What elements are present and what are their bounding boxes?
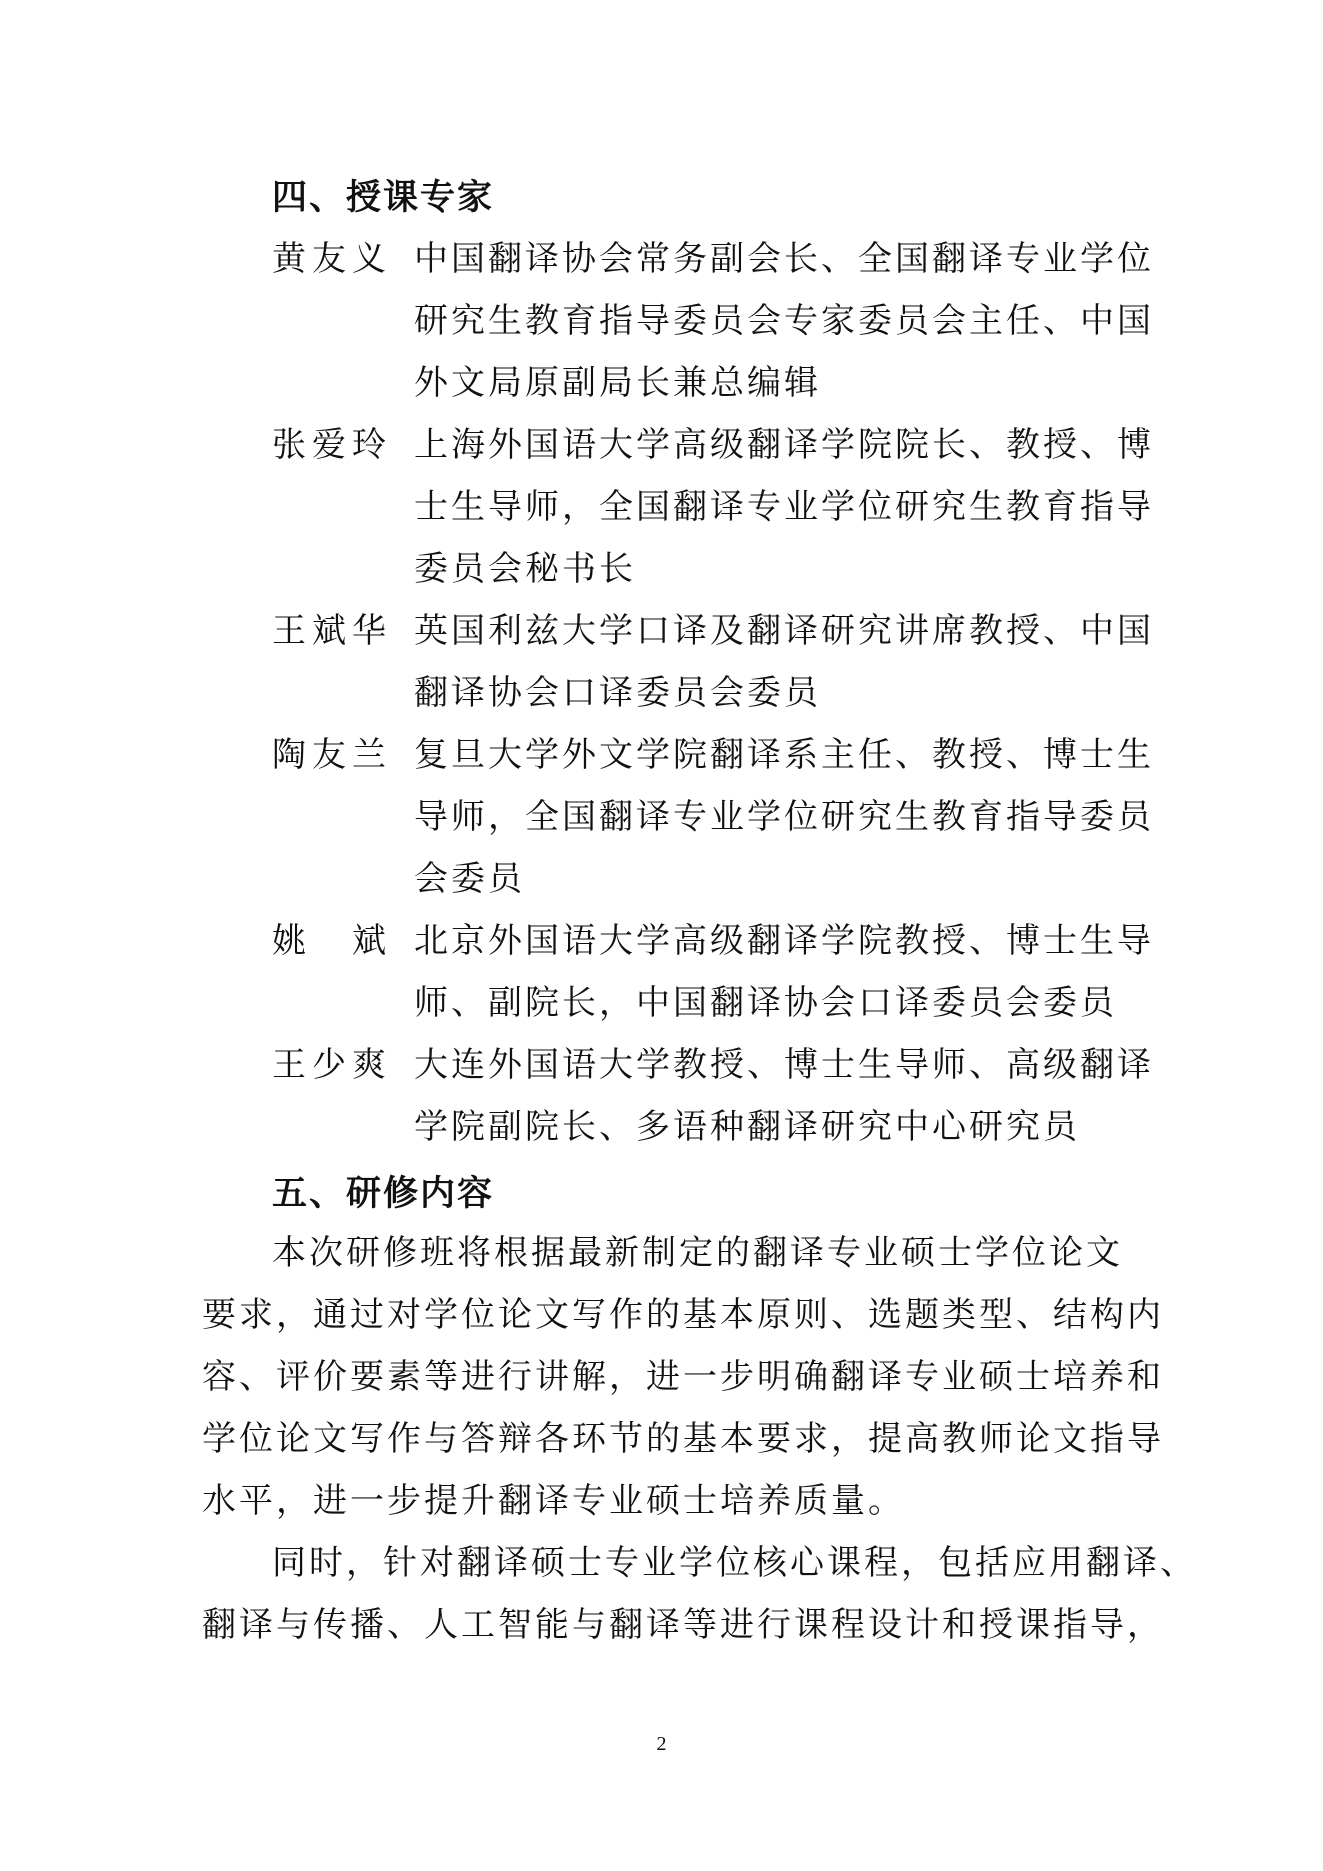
- expert-description-line: 大连外国语大学教授、博士生导师、高级翻译: [414, 1045, 1154, 1085]
- expert-description-line: 学院副院长、多语种翻译研究中心研究员: [414, 1107, 1080, 1147]
- section-heading-experts: 四、授课专家: [272, 178, 495, 218]
- expert-description-line: 外文局原副局长兼总编辑: [414, 363, 821, 403]
- expert-description-line: 师、副院长，中国翻译协会口译委员会委员: [414, 983, 1117, 1023]
- expert-description-line: 研究生教育指导委员会专家委员会主任、中国: [414, 301, 1154, 341]
- expert-description: [414, 724, 1154, 910]
- expert-description: [414, 414, 1154, 600]
- page-number: 2: [656, 1733, 667, 1755]
- content-paragraph: [202, 1532, 1197, 1656]
- expert-name: 王少爽: [272, 1045, 392, 1085]
- paragraph-line: 水平，进一步提升翻译专业硕士培养质量。: [202, 1481, 905, 1521]
- expert-name: 姚 斌: [272, 921, 392, 961]
- expert-name: 黄友义: [272, 239, 392, 279]
- expert-name: 王斌华: [272, 611, 392, 651]
- paragraph-line: 学位论文写作与答辩各环节的基本要求，提高教师论文指导: [202, 1419, 1164, 1459]
- paragraph-line: 容、评价要素等进行讲解，进一步明确翻译专业硕士培养和: [202, 1357, 1164, 1397]
- paragraph-line: 翻译与传播、人工智能与翻译等进行课程设计和授课指导，: [202, 1605, 1164, 1645]
- expert-description: [414, 600, 1154, 724]
- expert-description-line: 翻译协会口译委员会委员: [414, 673, 821, 713]
- paragraph-line: 本次研修班将根据最新制定的翻译专业硕士学位论文: [272, 1233, 1123, 1273]
- expert-description-line: 会委员: [414, 859, 525, 899]
- content-paragraph: [202, 1222, 1164, 1532]
- expert-description-line: 复旦大学外文学院翻译系主任、教授、博士生: [414, 735, 1154, 775]
- expert-description-line: 英国利兹大学口译及翻译研究讲席教授、中国: [414, 611, 1154, 651]
- expert-description-line: 上海外国语大学高级翻译学院院长、教授、博: [414, 425, 1154, 465]
- expert-description-line: 中国翻译协会常务副会长、全国翻译专业学位: [414, 239, 1154, 279]
- section-heading-content: 五、研修内容: [272, 1174, 495, 1214]
- expert-description-line: 士生导师，全国翻译专业学位研究生教育指导: [414, 487, 1154, 527]
- paragraph-line: 同时，针对翻译硕士专业学位核心课程，包括应用翻译、: [272, 1543, 1197, 1583]
- expert-description-line: 导师，全国翻译专业学位研究生教育指导委员: [414, 797, 1154, 837]
- expert-description: [414, 1034, 1154, 1158]
- paragraph-line: 要求，通过对学位论文写作的基本原则、选题类型、结构内: [202, 1295, 1164, 1335]
- expert-description-line: 委员会秘书长: [414, 549, 636, 589]
- expert-description: [414, 910, 1154, 1034]
- expert-description: [414, 228, 1154, 414]
- expert-name: 张爱玲: [272, 425, 392, 465]
- expert-name: 陶友兰: [272, 735, 392, 775]
- expert-description-line: 北京外国语大学高级翻译学院教授、博士生导: [414, 921, 1154, 961]
